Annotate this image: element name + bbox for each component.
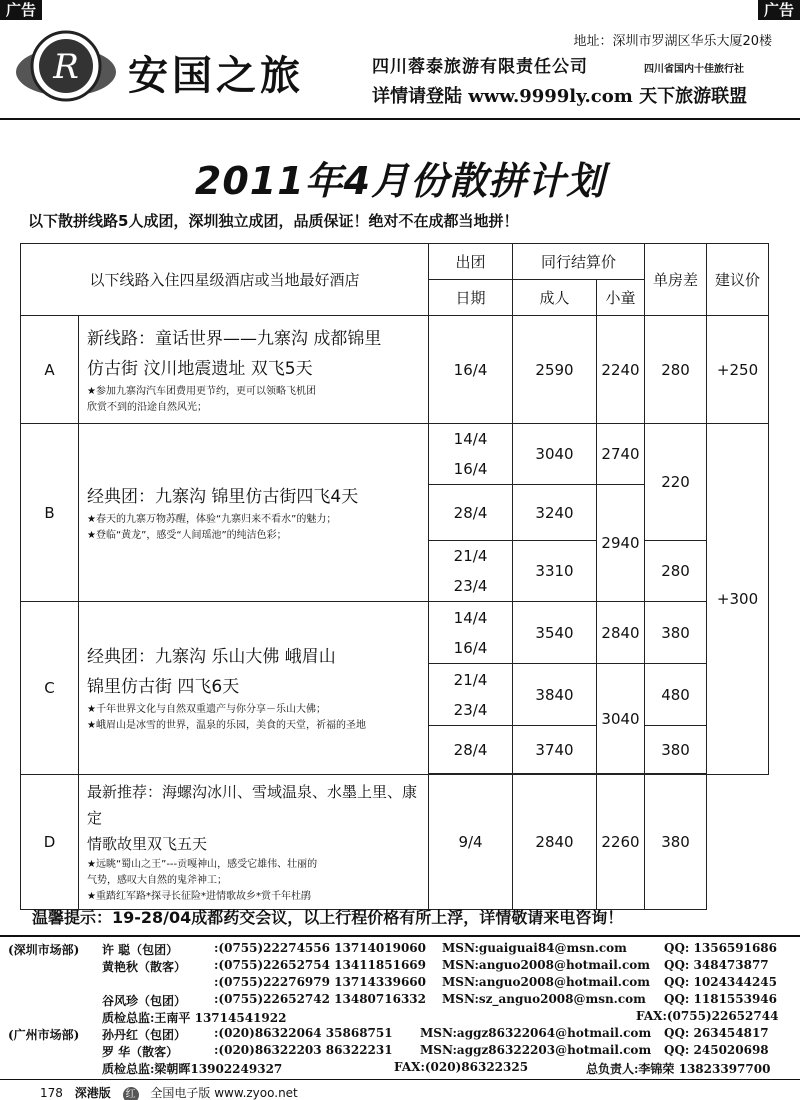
depart-date: 9/4 (429, 775, 513, 910)
contact-list (0, 935, 800, 1080)
company-logo (14, 26, 118, 112)
single-room-price: 380 (645, 726, 707, 774)
route-title-line: 经典团：九寨沟 乐山大佛 峨眉山 (87, 647, 336, 667)
ad-label-right: 广告 (758, 0, 800, 20)
depart-date: 14/4 16/4 (429, 602, 513, 664)
child-price: 2240 (597, 316, 645, 424)
route-title-line: 最新推荐：海螺沟冰川、雪域温泉、水墨上里、康定 (87, 783, 418, 827)
page-title: 2011年4月份散拼计划 (194, 159, 606, 203)
contact-row: 谷风珍（包团） :(0755)22652742 13480716332 MSN:sz_anguo2008@msn.com QQ: 1181553946 (102, 992, 778, 1008)
suggested-price: +300 (707, 424, 769, 775)
contact-row: (深圳市场部) 许 聪（包团） :(0755)22274556 13714019060 MSN:guaiguai84@msn.com QQ: 1356591686 (8, 941, 778, 957)
ad-label-left: 广告 (0, 0, 42, 20)
route-note: 气势，感叹大自然的鬼斧神工； (87, 875, 227, 886)
route-description (79, 424, 429, 602)
adult-price: 2590 (513, 316, 597, 424)
route-note: ★春天的九寨万物苏醒，体验“九寨归来不看水”的魅力； (87, 513, 337, 525)
child-header: 小童 (597, 280, 645, 316)
route-row-a (21, 316, 769, 424)
edition-badge-icon: 红 (123, 1087, 139, 1100)
adult-price: 3040 (513, 424, 597, 485)
depart-date: 21/4 23/4 (429, 541, 513, 602)
contact-row: 黄艳秋（散客） :(0755)22652754 13411851669 MSN:anguo2008@hotmail.com QQ: 348473877 (102, 958, 769, 974)
single-room-price: 480 (645, 664, 707, 726)
adult-price: 3840 (513, 664, 597, 726)
page-subtitle: 以下散拼线路5人成团，深圳独立成团，品质保证！绝对不在成都当地拼！ (28, 212, 519, 230)
brand-name: 安国之旅 (128, 52, 304, 99)
route-title-line: 情歌故里双飞五天 (87, 835, 208, 853)
svg-text:R: R (53, 47, 79, 87)
depart-date: 28/4 (429, 726, 513, 774)
suggested-price: +250 (707, 316, 769, 424)
edition-label: 深港版 (74, 1086, 111, 1100)
tour-plan-table (20, 243, 769, 910)
contact-row: 质检总监:梁朝晖13902249327 FAX:(020)86322325 总负责人:李锦荣 13823397700 (102, 1060, 771, 1076)
child-price: 2740 (597, 424, 645, 485)
child-price: 3040 (597, 664, 645, 774)
contact-row: :(0755)22276979 13714339660 MSN:anguo2008@hotmail.com QQ: 1024344245 (214, 975, 778, 989)
route-letter: B (21, 424, 79, 602)
hotel-note: 以下线路入住四星级酒店或当地最好酒店 (21, 244, 429, 316)
single-room-price: 220 (645, 424, 707, 541)
contact-row: (广州市场部) 孙丹红（包团） :(020)86322064 35868751 MSN:aggz86322064@hotmail.com QQ: 263454817 (8, 1026, 769, 1042)
adult-price: 2840 (513, 775, 597, 910)
route-title-line: 经典团：九寨沟 锦里仿古街四飞4天 (87, 486, 359, 507)
depart-date: 16/4 (429, 316, 513, 424)
route-letter: A (21, 316, 79, 424)
adult-header: 成人 (513, 280, 597, 316)
award-text: 四川省国内十佳旅行社 (644, 64, 744, 75)
route-row-d (21, 775, 769, 910)
route-letter: C (21, 602, 79, 775)
adult-price: 3310 (513, 541, 597, 602)
company-address: 地址：深圳市罗湖区华乐大厦20楼 (573, 34, 772, 49)
footer-website: 全国电子版 www.zyoo.net (150, 1086, 298, 1100)
route-description (79, 602, 429, 775)
route-note: ★远眺“蜀山之王”---贡嘎神山，感受它雄伟、壮丽的 (87, 859, 318, 870)
depart-date: 28/4 (429, 485, 513, 541)
single-room-header: 单房差 (645, 244, 707, 316)
route-note: 欣赏不到的沿途自然风光； (87, 401, 207, 413)
contact-row: 质检总监:王南平 13714541922 FAX:(0755)22652744 (102, 1009, 779, 1025)
suggested-price-header: 建议价 (707, 244, 769, 316)
route-title-line: 锦里仿古街 四飞6天 (87, 677, 240, 697)
route-row-b (21, 424, 769, 485)
route-note: ★重踏红军路*探寻长征险*进情歌故乡*赏千年杜鹃 (87, 891, 311, 902)
route-note: ★千年世界文化与自然双重遗产与你分享－乐山大佛； (87, 704, 326, 715)
single-room-price: 280 (645, 316, 707, 424)
child-price: 2940 (597, 485, 645, 602)
page-number: 178 (40, 1086, 63, 1100)
page-footer (40, 1084, 306, 1100)
depart-date: 14/4 16/4 (429, 424, 513, 485)
route-row-c (21, 602, 769, 664)
depart-date: 21/4 23/4 (429, 664, 513, 726)
route-note: ★登临“黄龙”，感受“人间瑶池”的纯洁色彩； (87, 529, 287, 541)
company-name: 四川蓉泰旅游有限责任公司 (372, 57, 588, 77)
adult-price: 3540 (513, 602, 597, 664)
route-description (79, 316, 429, 424)
route-title-line: 仿古街 汶川地震遗址 双飞5天 (87, 358, 313, 379)
website-text: 详情请登陆 www.9999ly.com 天下旅游联盟 (372, 86, 748, 107)
depart-header-top: 出团 (429, 244, 513, 280)
contact-row: 罗 华（散客） :(020)86322203 86322231 MSN:aggz86322203@hotmail.com QQ: 245020698 (102, 1043, 769, 1059)
route-title-line: 新线路：童话世界——九寨沟 成都锦里 (87, 328, 382, 349)
route-description (79, 775, 429, 910)
single-room-price: 280 (645, 541, 707, 602)
depart-header-bottom: 日期 (429, 280, 513, 316)
route-letter: D (21, 775, 79, 910)
child-price: 2260 (597, 775, 645, 910)
adult-price: 3240 (513, 485, 597, 541)
route-note: ★参加九寨沟汽车团费用更节约，更可以领略飞机团 (87, 385, 316, 397)
adult-price: 3740 (513, 726, 597, 774)
route-note: ★峨眉山是冰雪的世界，温泉的乐园，美食的天堂，祈福的圣地 (87, 720, 366, 731)
warm-tip: 温馨提示：19-28/04成都药交会议，以上行程价格有所上浮，详情敬请来电咨询！ (32, 908, 624, 927)
single-room-price: 380 (645, 602, 707, 664)
settle-price-header: 同行结算价 (513, 244, 645, 280)
single-room-price: 380 (645, 775, 707, 910)
child-price: 2840 (597, 602, 645, 664)
header-banner (0, 20, 800, 120)
